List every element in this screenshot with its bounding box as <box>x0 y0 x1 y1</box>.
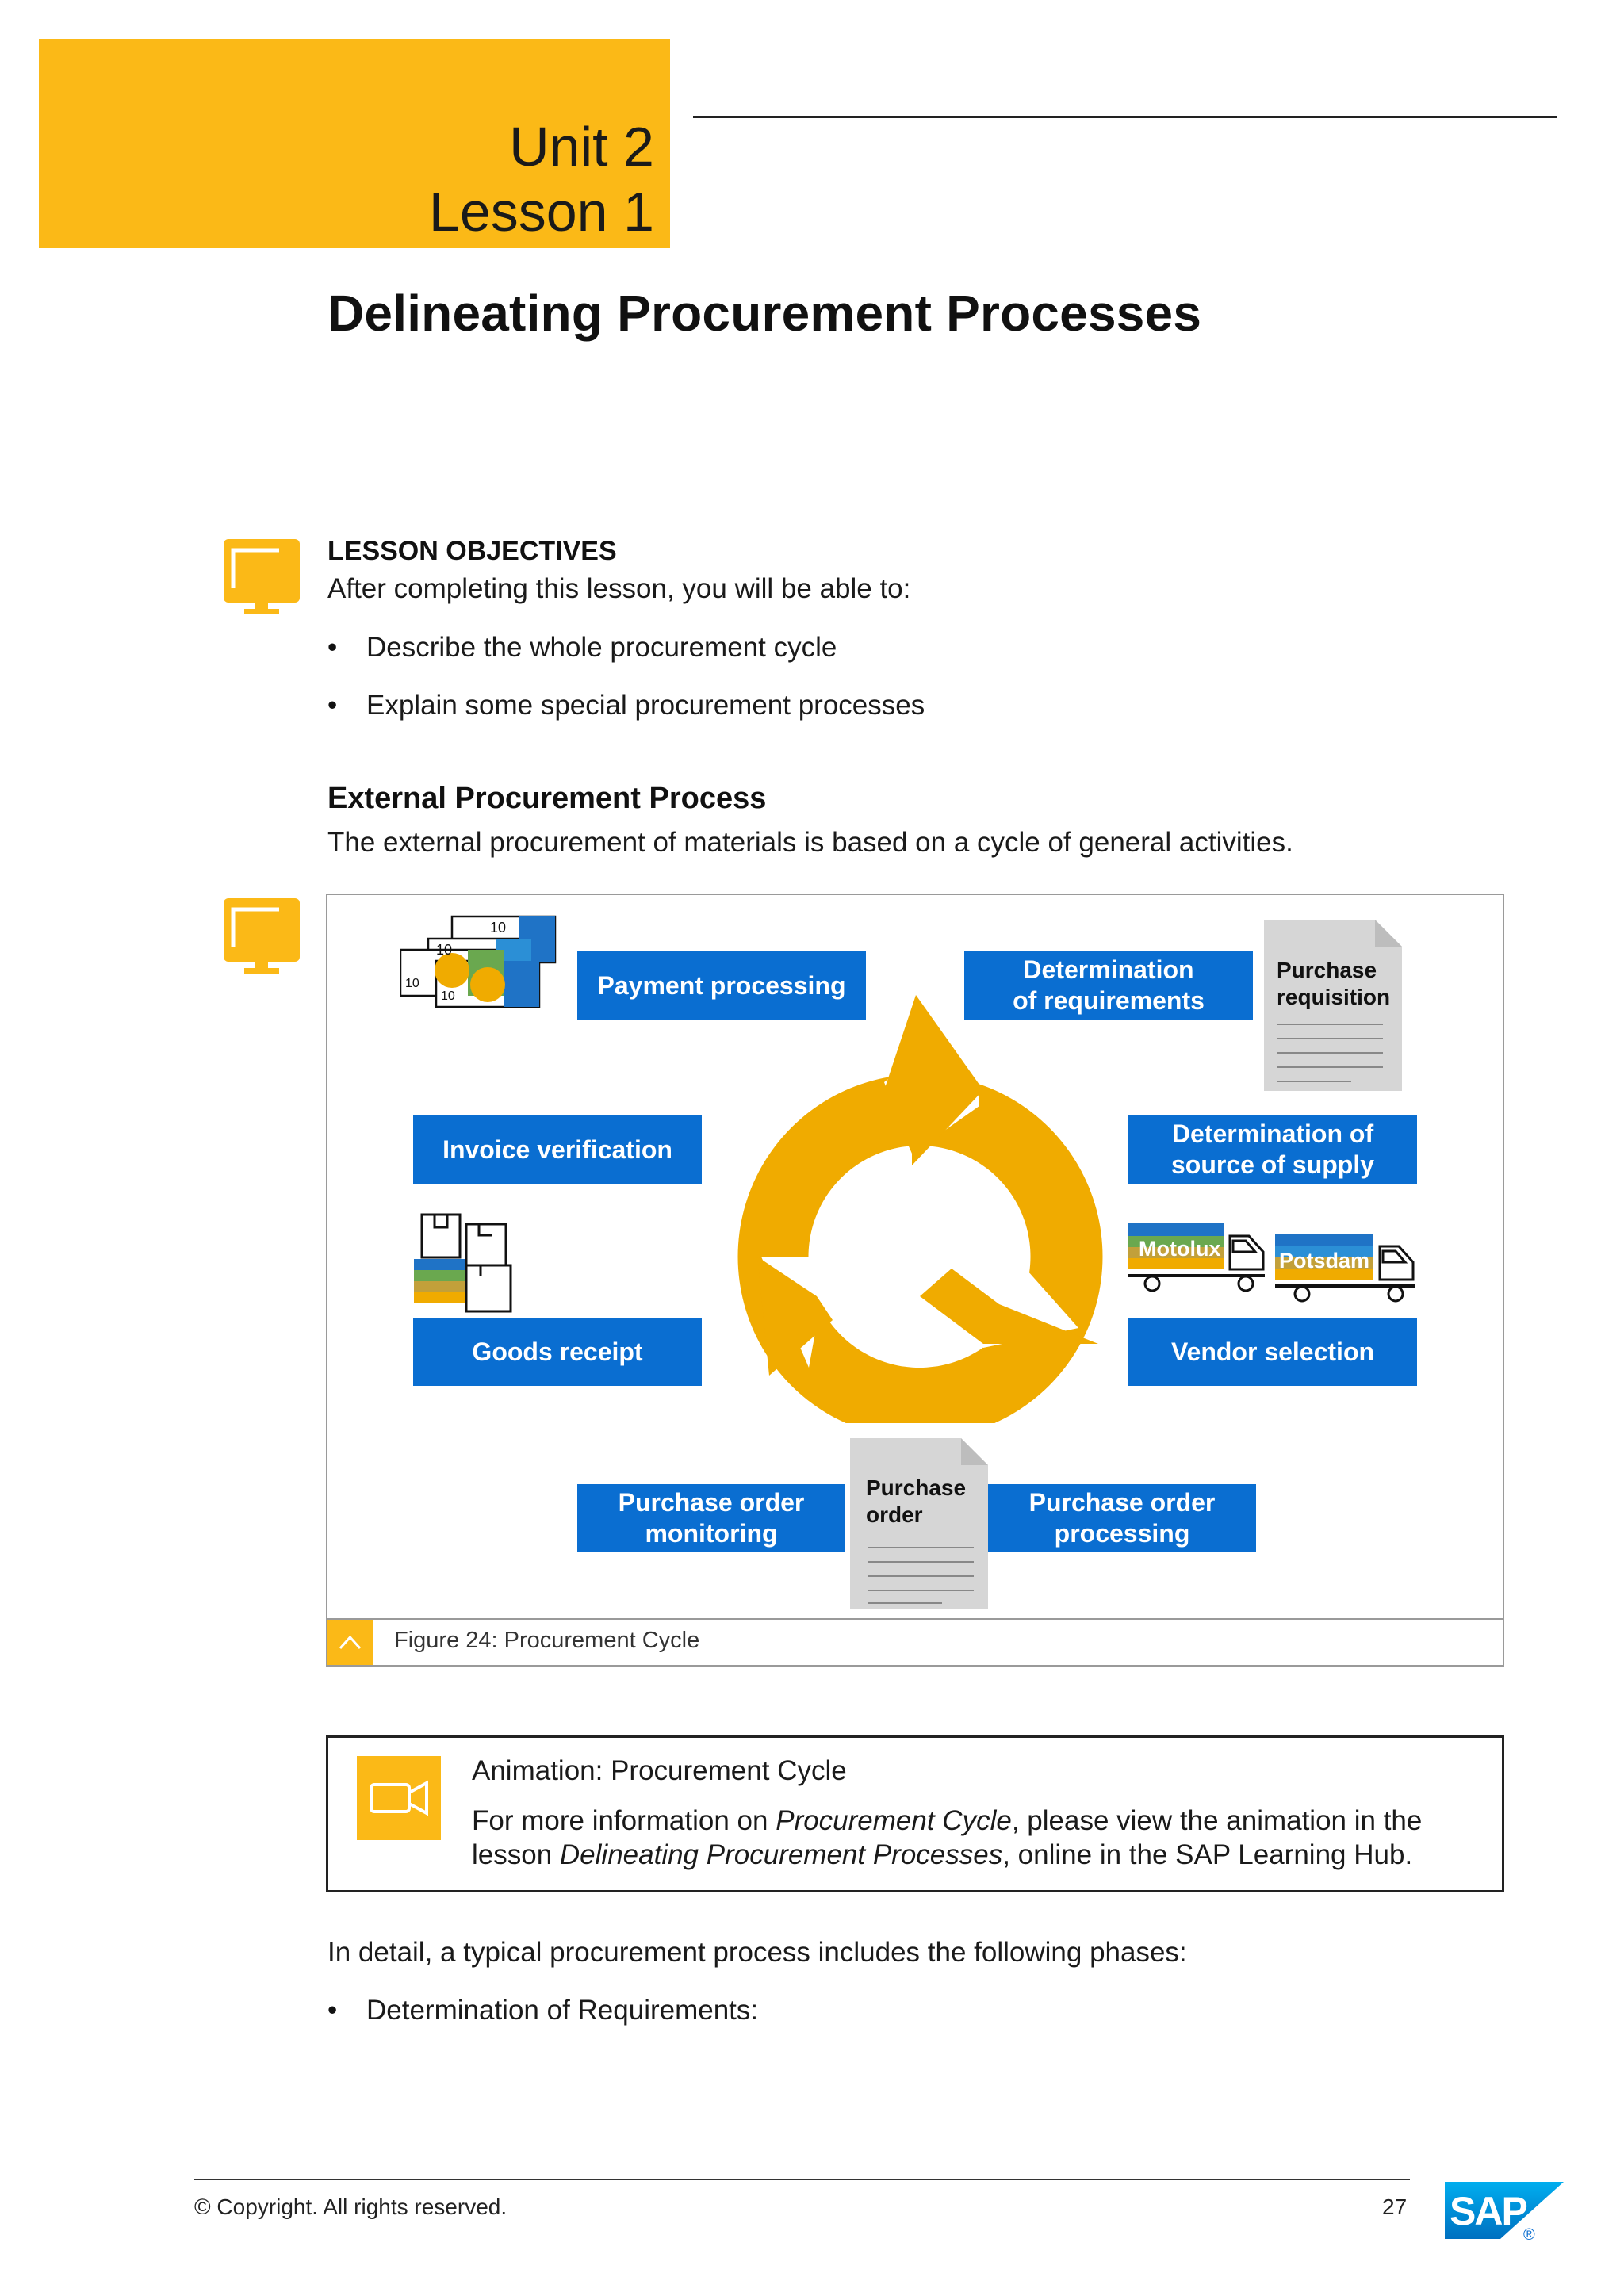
unit-lesson-label <box>429 114 654 244</box>
banknotes-graphic <box>400 913 559 1016</box>
footer-divider <box>194 2179 1410 2180</box>
cycle-arrows-graphic <box>714 995 1126 1423</box>
animation-text: , online in the SAP Learning Hub. <box>1002 1839 1413 1870</box>
vendor-name: Potsdam <box>1279 1249 1370 1272</box>
collapse-figure-button[interactable] <box>327 1620 373 1665</box>
sap-logo <box>1445 2182 1564 2252</box>
animation-text: lesson <box>472 1839 560 1870</box>
animation-text: , please view the animation in the <box>1011 1805 1423 1836</box>
step-purchase-order-monitoring <box>577 1484 845 1552</box>
truck-icon <box>1128 1223 1271 1299</box>
objective-item: Describe the whole procurement cycle <box>366 632 837 663</box>
step-label: Purchase order <box>618 1488 805 1517</box>
doc-label-line: Purchase <box>866 1475 967 1500</box>
objective-item: Explain some special procurement processes <box>366 690 925 721</box>
unit-label: Unit 2 <box>509 116 654 178</box>
section-heading: External Procurement Process <box>327 782 767 815</box>
banknotes-icon <box>400 913 559 1016</box>
banknote-value: 10 <box>490 920 507 936</box>
animation-line-2 <box>472 1839 1412 1871</box>
step-determination-of-requirements <box>964 951 1253 1020</box>
step-label: Purchase order <box>1028 1488 1216 1517</box>
vendor-name: Motolux <box>1139 1237 1221 1261</box>
animation-link-text: Procurement Cycle <box>776 1805 1012 1836</box>
step-vendor-selection: Vendor selection <box>1128 1318 1417 1386</box>
header-divider <box>693 116 1557 118</box>
detail-intro: In detail, a typical procurement process includes the following phases: <box>327 1937 1187 1968</box>
section-intro: The external procurement of materials is based on a cycle of general activities. <box>327 827 1293 858</box>
doc-label-line: requisition <box>1277 985 1391 1009</box>
doc-label-line: order <box>866 1502 923 1527</box>
sap-logo-text: SAP <box>1450 2189 1526 2233</box>
step-goods-receipt: Goods receipt <box>413 1318 702 1386</box>
step-label: of requirements <box>1013 986 1205 1015</box>
animation-lesson-name: Delineating Procurement Processes <box>559 1839 1003 1870</box>
purchase-order-label <box>866 1475 966 1529</box>
step-label: monitoring <box>645 1519 778 1548</box>
animation-text: For more information on <box>472 1805 776 1836</box>
banknote-value: 10 <box>441 989 455 1003</box>
video-icon <box>357 1756 441 1840</box>
banknote-value: 10 <box>436 942 453 958</box>
banknote-value: 10 <box>405 977 419 990</box>
monitor-icon <box>224 898 300 974</box>
step-source-of-supply <box>1128 1115 1417 1184</box>
video-camera-icon <box>357 1756 441 1840</box>
animation-title: Animation: Procurement Cycle <box>472 1755 847 1786</box>
page-title: Delineating Procurement Processes <box>327 285 1202 342</box>
figure-caption: Figure 24: Procurement Cycle <box>394 1628 700 1653</box>
boxes-icon <box>414 1211 517 1313</box>
step-label: Determination of <box>1171 1119 1374 1148</box>
unit-banner <box>39 39 670 248</box>
objectives-intro: After completing this lesson, you will be able to: <box>327 573 911 604</box>
step-label: processing <box>1054 1519 1190 1548</box>
bullet-dot: • <box>327 1995 338 2026</box>
copyright-notice: © Copyright. All rights reserved. <box>194 2195 508 2219</box>
objectives-heading: LESSON OBJECTIVES <box>327 536 617 566</box>
chevron-up-icon <box>327 1620 373 1665</box>
step-purchase-order-processing <box>988 1484 1256 1552</box>
step-invoice-verification: Invoice verification <box>413 1115 702 1184</box>
step-payment-processing: Payment processing <box>577 951 866 1020</box>
animation-line-1 <box>472 1805 1422 1837</box>
lesson-label: Lesson 1 <box>428 181 654 243</box>
step-label: Determination <box>1023 955 1194 984</box>
monitor-icon <box>224 539 300 615</box>
registered-mark: ® <box>1523 2226 1535 2244</box>
doc-label-line: Purchase <box>1277 958 1377 982</box>
page-number: 27 <box>1382 2195 1408 2219</box>
bullet-dot: • <box>327 632 338 663</box>
detail-item: Determination of Requirements: <box>366 1995 759 2026</box>
bullet-dot: • <box>327 690 338 721</box>
step-label: source of supply <box>1170 1150 1375 1179</box>
purchase-requisition-label <box>1277 957 1390 1011</box>
